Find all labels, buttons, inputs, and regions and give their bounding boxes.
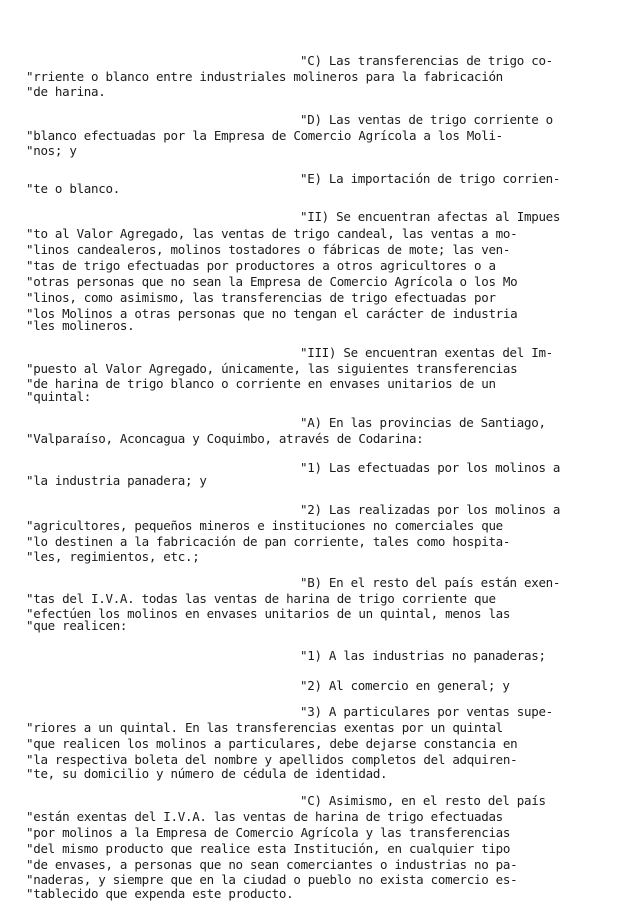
text-line: "la industria panadera; y [26, 473, 207, 488]
text-line: "2) Al comercio en general; y [300, 678, 510, 693]
text-line: "nos; y [26, 143, 77, 158]
text-line: "riores a un quintal. En las transferencias exentas por un quintal [26, 720, 503, 735]
text-line: "otras personas que no sean la Empresa de Comercio Agrícola o los Mo [26, 274, 518, 289]
text-line: "3) A particulares por ventas supe- [300, 704, 553, 719]
text-line: "linos candealeros, molinos tostadores o fábricas de mote; las ven- [26, 242, 511, 257]
text-line: "A) En las provincias de Santiago, [300, 415, 546, 430]
text-line: "de harina. [26, 84, 106, 99]
text-line: "que realicen: [26, 618, 128, 633]
text-line: "rriente o blanco entre industriales molineros para la fabricación [26, 69, 503, 84]
text-line: "lo destinen a la fabricación de pan corriente, tales como hospita- [26, 534, 511, 549]
text-line: "2) Las realizadas por los molinos a [300, 502, 561, 517]
text-line: "la respectiva boleta del nombre y apellidos completos del adquiren- [26, 752, 518, 767]
text-line: "Valparaíso, Aconcagua y Coquimbo, através de Codarina: [26, 431, 424, 446]
text-line: "de envases, a personas que no sean comerciantes o industrias no pa- [26, 857, 518, 872]
text-line: "naderas, y siempre que en la ciudad o pueblo no exista comercio es- [26, 872, 518, 887]
text-line: "blanco efectuadas por la Empresa de Comercio Agrícola a los Moli- [26, 128, 503, 143]
text-line: "quintal: [26, 389, 92, 404]
text-line: "C) Asimismo, en el resto del país [300, 793, 546, 808]
text-line: "los Molinos a otras personas que no tengan el carácter de industria [26, 306, 518, 321]
text-line: "agricultores, pequeños mineros e instituciones no comerciales que [26, 518, 503, 533]
text-line: "les molineros. [26, 318, 135, 333]
text-line: "III) Se encuentran exentas del Im- [300, 345, 553, 360]
text-line: "E) La importación de trigo corrien- [300, 171, 561, 186]
text-line: "linos, como asimismo, las transferencias de trigo efectuadas por [26, 290, 496, 305]
text-line: "por molinos a la Empresa de Comercio Agrícola y las transferencias [26, 825, 511, 840]
text-line: "tablecido que expenda este producto. [26, 886, 294, 901]
text-line: "D) Las ventas de trigo corriente o [300, 112, 553, 127]
text-line: "to al Valor Agregado, las ventas de trigo candeal, las ventas a mo- [26, 226, 518, 241]
text-line: "1) A las industrias no panaderas; [300, 648, 546, 663]
text-line: "tas del I.V.A. todas las ventas de harina de trigo corriente que [26, 591, 496, 606]
text-line: "efectúen los molinos en envases unitarios de un quintal, menos las [26, 606, 511, 621]
text-line: "de harina de trigo blanco o corriente en envases unitarios de un [26, 376, 496, 391]
text-line: "del mismo producto que realice esta Institución, en cualquier tipo [26, 841, 511, 856]
text-line: "te o blanco. [26, 181, 120, 196]
text-line: "tas de trigo efectuadas por productores a otros agricultores o a [26, 258, 496, 273]
text-line: "II) Se encuentran afectas al Impues [300, 209, 561, 224]
text-line: "les, regimientos, etc.; [26, 549, 200, 564]
text-line: "B) En el resto del país están exen- [300, 575, 561, 590]
text-line: "te, su domicilio y número de cédula de identidad. [26, 766, 388, 781]
text-line: "están exentas del I.V.A. las ventas de harina de trigo efectuadas [26, 809, 503, 824]
text-line: "puesto al Valor Agregado, únicamente, las siguientes transferencias [26, 361, 518, 376]
text-line: "que realicen los molinos a particulares, debe dejarse constancia en [26, 736, 518, 751]
text-line: "1) Las efectuadas por los molinos a [300, 460, 561, 475]
text-line: "C) Las transferencias de trigo co- [300, 53, 553, 68]
